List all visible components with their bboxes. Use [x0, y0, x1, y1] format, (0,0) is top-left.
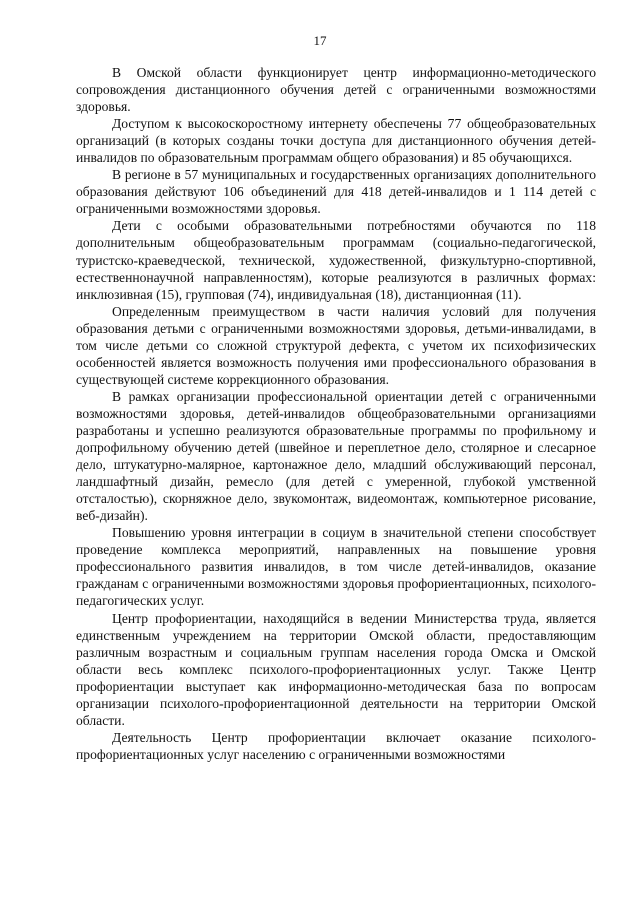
paragraph-integration: Повышению уровня интеграции в социум в значительной степени способствует проведение комплекса мероприятий, направленных на повышение уровня профессионального развития инвалидов, в том числе детей-инвалидов, оказание гражданам с ограниченными возможностями здоровья профориентационных, психолого-педагогических услуг. — [76, 525, 596, 609]
paragraph-center-activity: Деятельность Центр профориентации включает оказание психолого-профориентационных услуг населению с ограниченными возможностями — [76, 729, 596, 762]
paragraph-center-info: В Омской области функционирует центр информационно-методического сопровождения дистанционного обучения детей с ограниченными возможностями здоровья. — [76, 65, 596, 115]
paragraph-career-orientation: В рамках организации профессиональной ориентации детей с ограниченными возможностями здоровья, детей-инвалидов общеобразовательными организациями разработаны и успешно реализуются образовательные программы по профильному и допрофильному обучению детей (швейное и переплетное дело, столярное и слесарное дело, штукатурно-малярное, картонажное дело, младший обслуживающий персонал, ландшафтный дизайн, ремесло (для детей с умеренной, глубокой умственной отсталостью), скорняжное дело, звукомонтаж, видеомонтаж, компьютерное рисование, веб-дизайн). — [76, 388, 596, 524]
paragraph-special-needs-programs: Дети с особыми образовательными потребностями обучаются по 118 дополнительным общеобразовательным программам (социально-педагогической, туристско-краеведческой, технической, художественной, физкультурно-спортивной, естественнонаучной направленностям), которые реализуются в различных формах: инклюзивная (15), групповая (74), индивидуальная (18), дистанционная (11). — [76, 218, 596, 302]
body-text — [76, 64, 596, 763]
paragraph-professional-education: Определенным преимуществом в части наличия условий для получения образования детьми с ограниченными возможностями здоровья, детьми-инвалидами, в том числе детьми со сложной структурой дефекта, с учетом их психофизических особенностей является возможность получения ими профессионального образования в существующей системе коррекционного образования. — [76, 303, 596, 387]
page-number: 17 — [313, 33, 327, 48]
paragraph-additional-education: В регионе в 57 муниципальных и государственных организациях дополнительного образования действуют 106 объединений для 418 детей-инвалидов и 1 114 детей с ограниченными возможностями здоровья. — [76, 167, 596, 217]
paragraph-career-center: Центр профориентации, находящийся в ведении Министерства труда, является единственным учреждением на территории Омской области, предоставляющим различным возрастным и социальным группам населения города Омска и Омской области весь комплекс психолого-профориентационных услуг. Также Центр профориентации выступает как информационно-методическая база по вопросам организации психолого-профориентационной деятельности на территории Омской области. — [76, 610, 596, 728]
paragraph-internet-access: Доступом к высокоскоростному интернету обеспечены 77 общеобразовательных организаций (в которых созданы точки доступа для дистанционного обучения детей-инвалидов по образовательным программам общего образования) и 85 обучающихся. — [76, 116, 596, 166]
